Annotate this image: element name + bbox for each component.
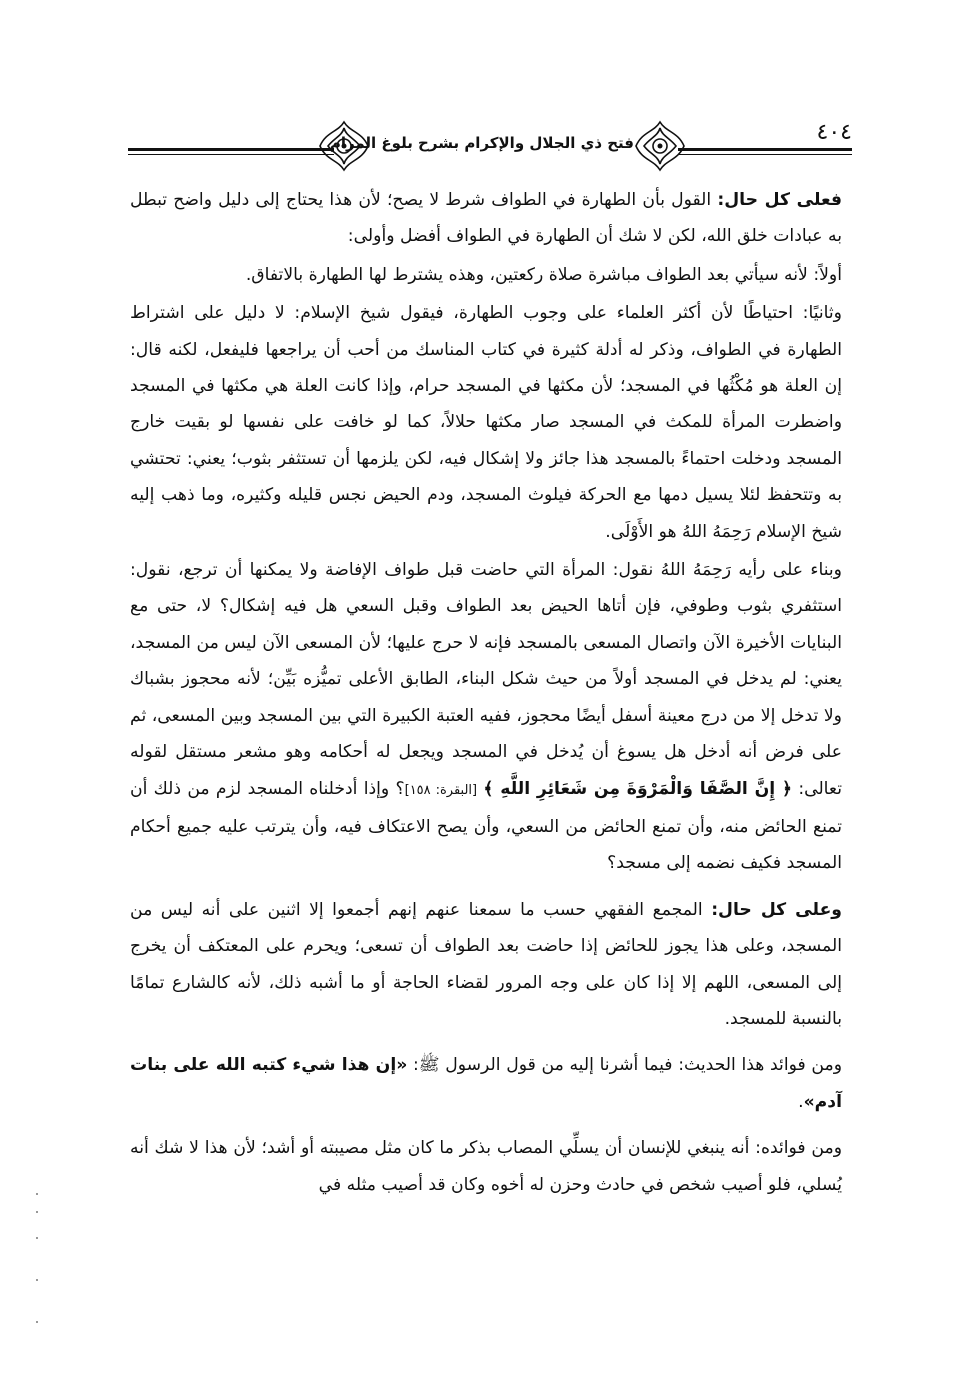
page-header	[128, 112, 852, 182]
paragraph-text: ؟ وإذا أدخلناه المسجد لزم من ذلك أن تمنع الحائض منه، وأن تمنع الحائض من السعي، وأن يصح الاعتكاف فيه، وأن يترتب عليه جميع أحكام المسجد فكيف نضمه إلى مسجد؟	[130, 778, 842, 874]
page-number: ٤٠٤	[816, 120, 852, 145]
header-rule-right	[678, 148, 852, 151]
quran-verse: ﴿ إِنَّ الصَّفَا وَالْمَرْوَةَ مِن شَعَائِرِ اللَّهِ ﴾	[483, 778, 793, 799]
paragraph	[130, 182, 842, 255]
body-text	[130, 182, 842, 1205]
paragraph: أولاً: لأنه سيأتي بعد الطواف مباشرة صلاة ركعتين، وهذه يشترط لها الطهارة بالاتفاق.	[245, 264, 842, 285]
header-rule-left-thin	[128, 154, 334, 155]
paragraph	[130, 552, 842, 882]
verse-reference: [البقرة: ١٥٨]	[404, 782, 478, 798]
paragraph-text: المجمع الفقهي حسب ما سمعنا عنهم إنهم أجمعوا إلا اثنين على أنه ليس من المسجد، وعلى هذا يجوز للحائض إذا حاضت بعد الطواف أن تسعى؛ ويحرم على المعتكف أن يخرج إلى المسعى، اللهم إلا إذا كان على وجه المرور لقضاء الحاجة أو ما أشبه ذلك، لأنه كالشارع تمامًا بالنسبة للمسجد.	[130, 899, 842, 1029]
book-title: فتح ذي الجلال والإكرام بشرح بلوغ المرام	[329, 134, 634, 152]
paragraph-end: .	[798, 1091, 804, 1112]
paragraph-text: القول بأن الطهارة في الطواف شرط لا يصح؛ لأن هذا يحتاج إلى دليل واضح تبطل به عبادات خلق الله، لكن لا شك أن الطهارة في الطواف أفضل وأولى:	[130, 190, 842, 247]
paragraph-lead: فعلى كل حال:	[717, 190, 842, 210]
header-rule-right-thin	[678, 154, 852, 155]
paragraph	[130, 892, 842, 1038]
paragraph: وثانيًا: احتياطًا لأن أكثر العلماء على وجوب الطهارة، فيقول شيخ الإسلام: لا دليل على اشتراط الطهارة في الطواف، وذكر له أدلة كثيرة في كتاب المناسك من أحب أن يراجعها فليفعل، لكنه قال: إن العلة هو مُكْثُها في المسجد؛ لأن مكثها في المسجد حرام، وإذا كانت العلة هي مكثها في المسجد واضطرت المرأة للمكث في المسجد صار مكثها حلالاً، كما لو خافت على نفسها لو بقيت خارج المسجد ودخلت احتماءً بالمسجد هذا جائز ولا إشكال فيه، لكن يلزمها أن تستثفر بثوب؛ يعني: تحتشي به وتتحفظ لئلا يسيل دمها مع الحركة فيلوث المسجد، ودم الحيض نجس قليله وكثيره، وما ذهب إليه شيخ الإسلام رَحِمَهُ اللهُ هو الأَوْلَى.	[130, 303, 842, 542]
paragraph-lead: وعلى كل حال:	[711, 899, 842, 920]
paragraph: ومن فوائده: أنه ينبغي للإنسان أن يسلِّي المصاب بذكر ما كان مثل مصيبته أو أشد؛ لأن هذا لا شك أنه يُسلي، فلو أصيب شخص في حادث وحزن له أخوه وكان قد أصيب مثله في	[130, 1138, 842, 1195]
paragraph-text: ومن فوائد هذا الحديث: فيما أشرنا إليه من قول الرسول ﷺ:	[407, 1055, 842, 1076]
paragraph-text: وبناء على رأيه رَحِمَهُ اللهُ نقول: المرأة التي حاضت قبل طواف الإفاضة ولا يمكنها أن ترجع، نقول: استثفري بثوب وطوفي، فإن أتاها الحيض بعد الطواف وقبل السعي هل فيه إشكال؟ لا، حتى مع البنايات الأخيرة الآن واتصال المسعى بالمسجد فإنه لا حرج عليها؛ لأن المسعى الآن ليس من المسجد، يعني: لم يدخل في المسجد أولاً من حيث شكل البناء، الطابق الأعلى تميُّزه بَيِّن؛ لأنه محجوز بشباك ولا تدخل إلا من درج معينة أسفل أيضًا محجوز، ففيه العتبة الكبيرة التي بين المسجد وبين المسعى، ثم على فرض أنه أدخل هل يسوغ أن يُدخل في المسجد ويجعل له أحكامه وهو مشعر مستقل لقوله تعالى:	[130, 560, 842, 799]
hadith-quote: «إن هذا شيء كتبه الله على بنات آدم»	[130, 1055, 842, 1112]
paragraph	[130, 1047, 842, 1120]
floral-ornament-icon	[632, 118, 688, 174]
header-rule-left	[128, 148, 334, 151]
scan-margin-marks	[34, 1190, 40, 1340]
